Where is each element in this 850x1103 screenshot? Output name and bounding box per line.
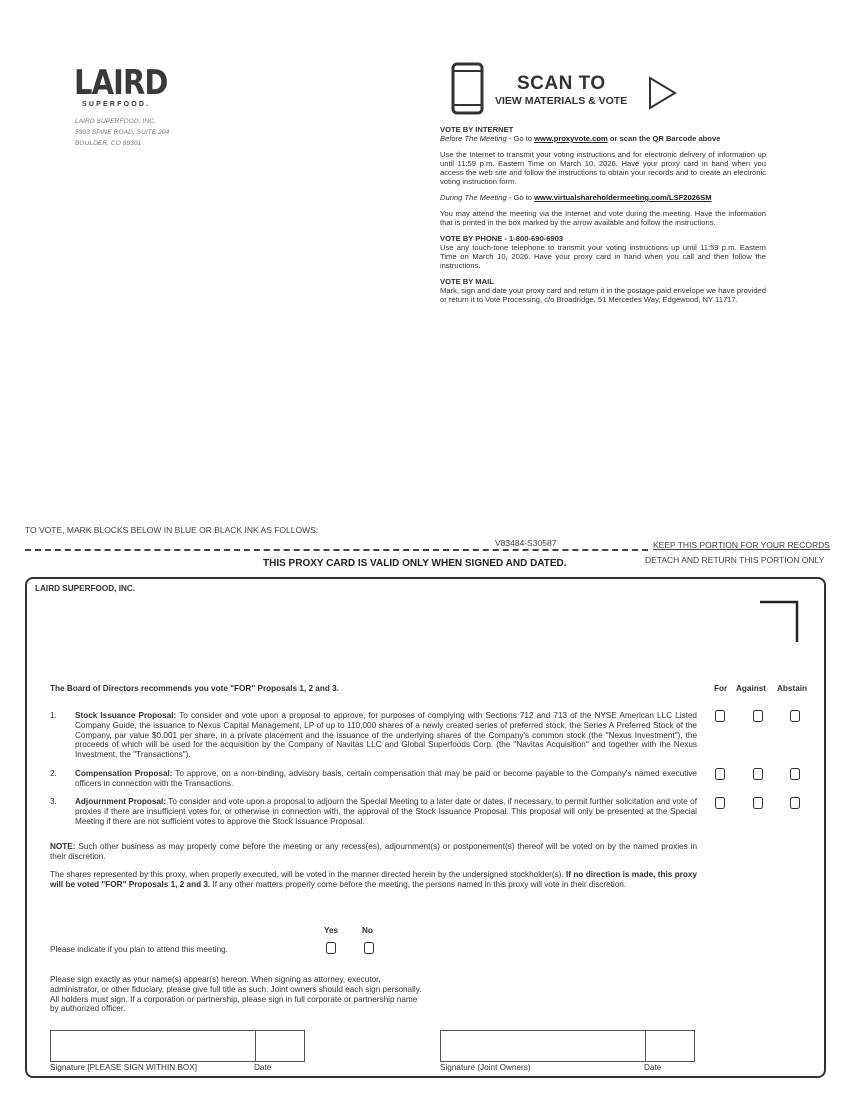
control-code: V83484-S30587 — [495, 538, 557, 548]
smartphone-icon — [451, 62, 484, 115]
before-text: Use the Internet to transmit your voting instructions and for electronic delivery of information up until 11:59 p.m. Eastern Time on March 10, 2026. Have your proxy card in hand when you access the web site and follow the instructions to obtain your records and to create an electronic voting instruction form. — [440, 150, 766, 186]
go-to-text: - Go to — [506, 134, 535, 143]
proposal-3-abstain-checkbox[interactable] — [790, 797, 800, 809]
joint-signature-label: Signature (Joint Owners) — [440, 1063, 531, 1072]
attend-no-checkbox[interactable] — [364, 942, 374, 954]
before-label: Before The Meeting — [440, 134, 507, 143]
detach-line — [25, 549, 648, 551]
proposal-3-against-checkbox[interactable] — [753, 797, 763, 809]
proposal-2-number: 2. — [50, 769, 57, 778]
address-line-2: 5303 SPINE ROAD, SUITE 204 — [75, 129, 170, 136]
signature-date-label: Date — [254, 1063, 272, 1072]
proposal-3 — [75, 797, 697, 826]
proposal-1-text: To consider and vote upon a proposal to approve, for purposes of complying with Sections 712 and 713 of the NYSE American LLC Listed Company Guide, the issuance to Nexus Capital Management, LP of up to 110,000 shares of a newly created series of preferred stock, the Series A Preferred Stock of the Company, par value $0.001 per share, in a private placement and the issuance of the underlying shares of the Company's common stock (the "Nexus Investment"), the proceeds of which will be used for the acquisition by the Company of Navitas LLC and Global Superfoods Corp. (the "Navitas Acquisition" and together with the Nexus Investment, the "Transactions"). — [75, 711, 697, 760]
note — [50, 842, 697, 862]
attend-yes-label: Yes — [324, 926, 339, 935]
col-against: Against — [736, 684, 767, 693]
attend-no-label: No — [362, 926, 373, 935]
proposal-2 — [75, 769, 697, 789]
mail-text: Mark, sign and date your proxy card and return it in the postage-paid envelope we have provided or return it to Vote Processing, c/o Broadridge, 51 Mercedes Way, Edgewood, NY 11717. — [440, 286, 766, 304]
proposal-2-against-checkbox[interactable] — [753, 768, 763, 780]
internet-heading: VOTE BY INTERNET — [440, 125, 514, 134]
scan-title: SCAN TO — [517, 73, 606, 94]
phone-heading: VOTE BY PHONE - 1-800-690-6903 — [440, 234, 564, 243]
proposal-3-for-checkbox[interactable] — [715, 797, 725, 809]
proposal-1-against-checkbox[interactable] — [753, 710, 763, 722]
shares-statement — [50, 870, 697, 890]
proposal-1 — [75, 711, 697, 760]
signature-box[interactable] — [50, 1030, 305, 1062]
keep-portion-label: KEEP THIS PORTION FOR YOUR RECORDS — [653, 540, 830, 550]
joint-signature-box[interactable] — [440, 1030, 695, 1062]
col-abstain: Abstain — [777, 684, 808, 693]
proxyvote-link[interactable]: www.proxyvote.com — [534, 134, 608, 143]
attend-yes-checkbox[interactable] — [326, 942, 336, 954]
shares-text-a: The shares represented by this proxy, when properly executed, will be voted in the manner directed herein by the undersigned stockholder(s). — [50, 870, 567, 879]
scan-subtitle: VIEW MATERIALS & VOTE — [495, 95, 628, 107]
address-line-1: LAIRD SUPERFOOD, INC. — [75, 118, 156, 125]
proposal-1-abstain-checkbox[interactable] — [790, 710, 800, 722]
virtual-meeting-link[interactable]: www.virtualshareholdermeeting.com/LSF2026SM — [534, 193, 712, 202]
note-text: Such other business as may properly come before the meeting or any recess(es), adjournment(s) or postponement(s) thereof will be voted on by the named proxies in their discretion. — [50, 842, 697, 861]
signature-label: Signature [PLEASE SIGN WITHIN BOX] — [50, 1063, 197, 1072]
proposal-1-number: 1. — [50, 711, 57, 720]
signature-date-divider — [255, 1031, 256, 1061]
play-arrow-icon — [648, 76, 678, 110]
proposal-1-title: Stock Issuance Proposal: — [75, 711, 177, 720]
col-for: For — [714, 684, 728, 693]
board-recommendation: The Board of Directors recommends you vote "FOR" Proposals 1, 2 and 3. — [50, 684, 339, 693]
qr-text: or scan the QR Barcode above — [607, 134, 721, 143]
laird-logo: LAIRD — [74, 63, 168, 103]
during-label: During The Meeting — [440, 193, 507, 202]
proposal-2-title: Compensation Proposal: — [75, 769, 173, 778]
laird-logo-sub: SUPERFOOD. — [82, 101, 151, 108]
address-line-3: BOULDER, CO 80301 — [75, 140, 142, 147]
proposal-3-text: To consider and vote upon a proposal to adjourn the Special Meeting to a later date or dates, if necessary, to permit further solicitation and vote of proxies if there are insufficient votes for, or otherwise in connection with, the approval of the Stock Issuance Proposal. This proposal will only be presented at the Special Meeting if there are not sufficient votes to approve the Stock Issuance Proposal. — [75, 797, 697, 826]
mail-heading: VOTE BY MAIL — [440, 277, 494, 286]
during-text: You may attend the meeting via the Internet and vote during the meeting. Have the information that is printed in the box marked by the arrow available and follow the instructions. — [440, 209, 766, 227]
proposal-3-number: 3. — [50, 797, 57, 806]
proposal-2-text: To approve, on a non-binding, advisory basis, certain compensation that may be paid or become payable to the Company's named executive officers in connection with the Transactions. — [75, 769, 697, 788]
phone-text: Use any touch-tone telephone to transmit your voting instructions up until 11:59 p.m. Eastern Time on March 10, 2026. Have your proxy card in hand when you call and then follow the instructions. — [440, 243, 766, 270]
joint-date-label: Date — [644, 1063, 662, 1072]
proposal-2-abstain-checkbox[interactable] — [790, 768, 800, 780]
shares-text-bold: If no direction is made, this proxy will be voted "FOR" Proposals 1, 2 and 3. — [50, 870, 697, 889]
note-label: NOTE: — [50, 842, 76, 851]
proposal-3-title: Adjournment Proposal: — [75, 797, 167, 806]
detach-portion-label: DETACH AND RETURN THIS PORTION ONLY — [645, 555, 825, 565]
shares-text-b: If any other matters properly come before the meeting, the persons named in this proxy will vote in their discretion. — [210, 879, 627, 889]
ink-instructions: TO VOTE, MARK BLOCKS BELOW IN BLUE OR BLACK INK AS FOLLOWS: — [25, 525, 319, 535]
sign-instructions: Please sign exactly as your name(s) appear(s) hereon. When signing as attorney, executor, administrator, or other fiduciary, please give full title as such. Joint owners should each sign personally. All holders must sign. If a corporation or partnership, please sign in full corporate or partnership name by authorized officer. — [50, 975, 422, 1014]
proposal-2-for-checkbox[interactable] — [715, 768, 725, 780]
voting-instructions — [440, 125, 766, 311]
proposal-1-for-checkbox[interactable] — [715, 710, 725, 722]
corner-mark — [758, 600, 800, 644]
attend-question: Please indicate if you plan to attend this meeting. — [50, 945, 228, 954]
valid-notice: THIS PROXY CARD IS VALID ONLY WHEN SIGNED AND DATED. — [263, 558, 567, 569]
card-company: LAIRD SUPERFOOD, INC. — [35, 584, 136, 593]
joint-date-divider — [645, 1031, 646, 1061]
go-to-text: - Go to — [506, 193, 535, 202]
